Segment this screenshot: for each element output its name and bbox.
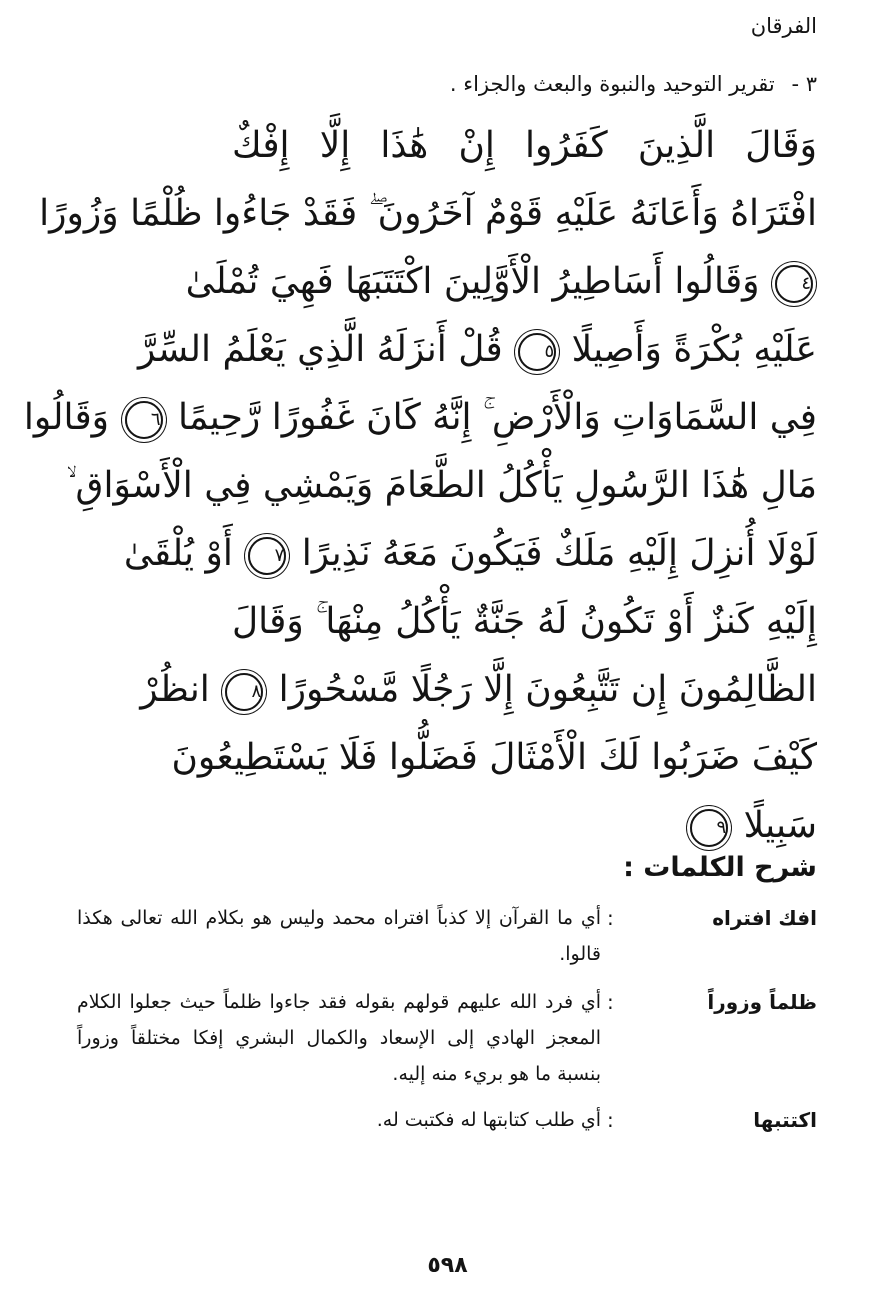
glossary-term: ظلماً وزوراً	[707, 990, 817, 1014]
verse-text: كَيْفَ ضَرَبُوا لَكَ الْأَمْثَالَ فَضَلُّوا فَلَا يَسْتَطِيعُونَ	[171, 737, 817, 778]
ayah-number-marker: ٤	[775, 265, 813, 303]
verse-text: فِي السَّمَاوَاتِ وَالْأَرْضِ ۚ إِنَّهُ كَانَ غَفُورًا رَّحِيمًا	[177, 397, 817, 438]
verse-line	[232, 792, 817, 860]
verse-line	[140, 656, 817, 724]
verse-line	[66, 452, 817, 520]
ayah-number-marker: ٥	[518, 333, 556, 371]
ayah-number-marker: ٨	[225, 673, 263, 711]
verse-text: وَقَالُوا	[23, 397, 110, 438]
verse-line	[39, 180, 817, 248]
verse-line	[232, 588, 817, 656]
glossary-definition: أي طلب كتابتها له فكتبت له.	[376, 1109, 601, 1131]
glossary-list	[77, 900, 817, 1138]
page-number: ٥٩٨	[427, 1253, 468, 1278]
ayah-number-marker: ٧	[248, 537, 286, 575]
glossary-definition: أي فرد الله عليهم قولهم بقوله فقد جاءوا ظلماً حيث جعلوا الكلام المعجز الهادي إلى الإسعاد والكمال البشري إفكا مختلقاً وزوراً بنسبة ما هو بريء منه إليه.	[77, 991, 601, 1085]
glossary-definition: أي ما القرآن إلا كذباً افتراه محمد وليس هو بكلام الله تعالى هكذا قالوا.	[77, 907, 601, 965]
verse-text: لَوْلَا أُنزِلَ إِلَيْهِ مَلَكٌ فَيَكُونَ مَعَهُ نَذِيرًا	[301, 533, 817, 574]
verse-text: الظَّالِمُونَ إِن تَتَّبِعُونَ إِلَّا رَجُلًا مَّسْحُورًا	[278, 669, 817, 710]
verse-line	[171, 724, 817, 792]
section-number: ٣ -	[791, 72, 817, 96]
verse-text: أَوْ يُلْقَىٰ	[123, 533, 233, 574]
section-title: تقرير التوحيد والنبوة والبعث والجزاء .	[449, 72, 775, 96]
glossary-separator: :	[607, 1108, 614, 1132]
verse-text: إِلَيْهِ كَنزٌ أَوْ تَكُونُ لَهُ جَنَّةٌ يَأْكُلُ مِنْهَا ۚ وَقَالَ	[232, 601, 817, 642]
glossary-separator: :	[607, 906, 614, 930]
verse-text: وَقَالَ الَّذِينَ كَفَرُوا إِنْ هَٰذَا إِلَّا إِفْكٌ	[232, 125, 817, 166]
verse-text: عَلَيْهِ بُكْرَةً وَأَصِيلًا	[571, 329, 817, 370]
verse-text: سَبِيلًا	[743, 805, 817, 846]
glossary-term: اكتتبها	[753, 1108, 817, 1132]
glossary-entry	[77, 1102, 817, 1138]
glossary-separator: :	[607, 990, 614, 1014]
ayah-number-marker: ٩	[690, 809, 728, 847]
verse-line	[185, 248, 817, 316]
glossary-title: شرح الكلمات :	[623, 852, 817, 883]
verse-text: افْتَرَاهُ وَأَعَانَهُ عَلَيْهِ قَوْمٌ آخَرُونَ ۖ فَقَدْ جَاءُوا ظُلْمًا وَزُورًا	[39, 193, 817, 234]
glossary-entry	[77, 984, 817, 1092]
section-heading	[450, 72, 817, 96]
verse-text: مَالِ هَٰذَا الرَّسُولِ يَأْكُلُ الطَّعَامَ وَيَمْشِي فِي الْأَسْوَاقِ ۙ	[66, 465, 817, 506]
quran-verses	[23, 112, 817, 860]
verse-line	[232, 112, 817, 180]
ayah-number-marker: ٦	[125, 401, 163, 439]
glossary-term: افك افتراه	[712, 906, 817, 930]
glossary-entry	[77, 900, 817, 972]
verse-text: قُلْ أَنزَلَهُ الَّذِي يَعْلَمُ السِّرَّ	[138, 329, 503, 370]
verse-text: وَقَالُوا أَسَاطِيرُ الْأَوَّلِينَ اكْتَتَبَهَا فَهِيَ تُمْلَىٰ	[185, 261, 760, 302]
running-head: الفرقان	[750, 14, 817, 38]
verse-line	[138, 316, 817, 384]
verse-line	[23, 384, 817, 452]
verse-text: انظُرْ	[140, 669, 210, 710]
verse-line	[123, 520, 817, 588]
